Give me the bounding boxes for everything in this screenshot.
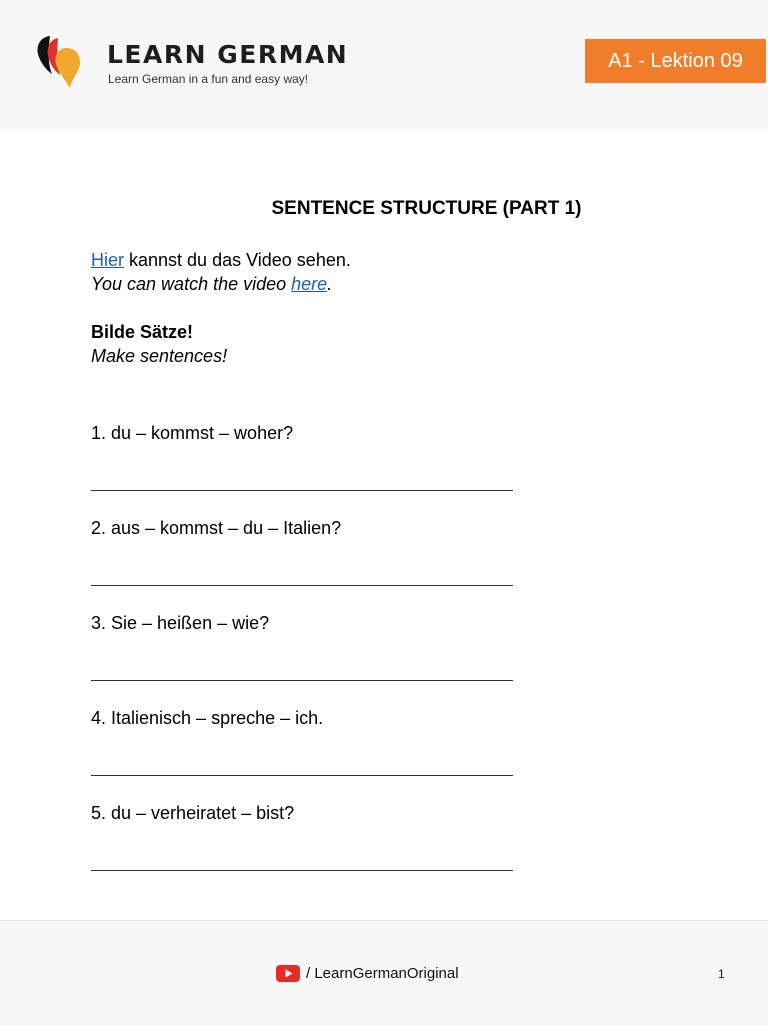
intro-german bbox=[91, 250, 351, 271]
brand-tagline: Learn German in a fun and easy way! bbox=[108, 72, 309, 86]
task-english: Make sentences! bbox=[91, 346, 228, 366]
exercise-2: 2. aus – kommst – du – Italien? bbox=[91, 518, 342, 538]
exercise-1: 1. du – kommst – woher? bbox=[91, 423, 294, 443]
exercise-3: 3. Sie – heißen – wie? bbox=[91, 613, 270, 633]
logo-icon bbox=[36, 34, 82, 90]
youtube-channel-link[interactable] bbox=[276, 965, 459, 982]
video-link-hier[interactable]: Hier bbox=[91, 250, 125, 270]
intro-english-end: . bbox=[327, 274, 333, 294]
intro-english bbox=[91, 274, 332, 295]
lesson-badge: A1 - Lektion 09 bbox=[585, 39, 766, 83]
page-number: 1 bbox=[718, 967, 725, 981]
page-header bbox=[0, 0, 768, 130]
brand-title: LEARN GERMAN bbox=[107, 40, 349, 69]
intro-english-text: You can watch the video bbox=[91, 274, 292, 294]
answer-line-5[interactable] bbox=[91, 870, 513, 871]
intro-german-text: kannst du das Video sehen. bbox=[124, 250, 351, 270]
youtube-icon bbox=[276, 965, 300, 982]
exercise-5: 5. du – verheiratet – bist? bbox=[91, 803, 295, 823]
page-title: SENTENCE STRUCTURE (PART 1) bbox=[271, 198, 582, 219]
youtube-channel-name: / LearnGermanOriginal bbox=[306, 965, 459, 982]
video-link-here[interactable]: here bbox=[291, 274, 328, 294]
answer-line-3[interactable] bbox=[91, 680, 513, 681]
page-footer bbox=[0, 920, 768, 1025]
answer-line-2[interactable] bbox=[91, 585, 513, 586]
exercise-4: 4. Italienisch – spreche – ich. bbox=[91, 708, 324, 728]
answer-line-4[interactable] bbox=[91, 775, 513, 776]
task-german: Bilde Sätze! bbox=[91, 322, 194, 342]
answer-line-1[interactable] bbox=[91, 490, 513, 491]
